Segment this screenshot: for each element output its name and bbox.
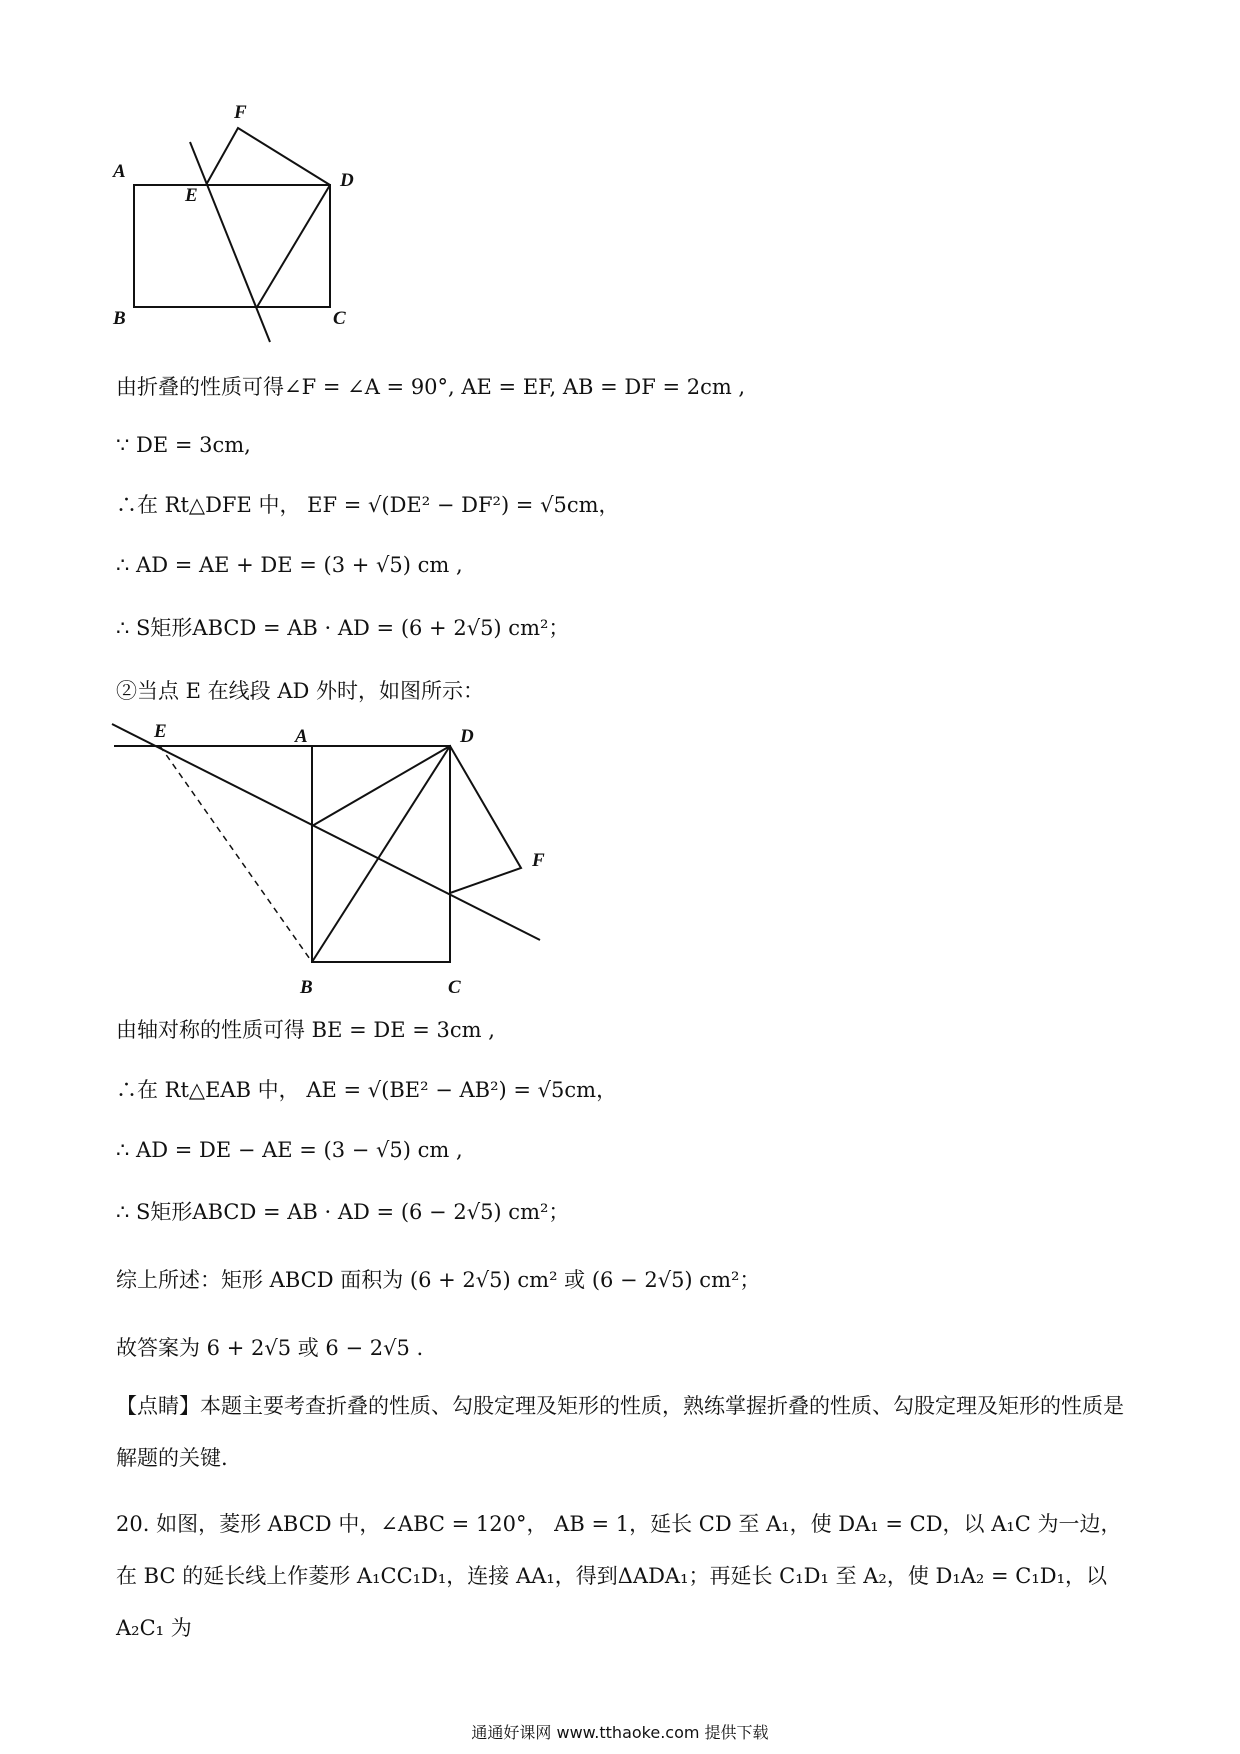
solution-line-1: 由折叠的性质可得∠F = ∠A = 90°, AE = EF, AB = DF = 2cm , — [116, 375, 746, 399]
fig2-label-a: A — [295, 726, 308, 747]
fig1-label-b: B — [113, 308, 126, 329]
fig1-fold-line — [190, 142, 270, 342]
solution-line-6: ②当点 E 在线段 AD 外时，如图所示： — [116, 679, 485, 703]
solution-line-5: ∴ S矩形ABCD = AB · AD = (6 + 2√5) cm²； — [116, 616, 570, 640]
comment-paragraph: 【点睛】本题主要考查折叠的性质、勾股定理及矩形的性质，熟练掌握折叠的性质、勾股定理及矩形的性质是解题的关键. — [116, 1394, 1124, 1470]
fig1-label-c: C — [333, 308, 346, 329]
fig2-fold-line — [112, 724, 540, 940]
fig2-label-b: B — [300, 977, 313, 998]
fig1-label-e: E — [185, 185, 198, 206]
fig1-label-a: A — [113, 161, 126, 182]
solution-line-8: ∴在 Rt△EAB 中， AE = √(BE² − AB²) = √5cm， — [116, 1078, 618, 1102]
solution-line-10: ∴ S矩形ABCD = AB · AD = (6 − 2√5) cm²； — [116, 1200, 570, 1224]
fig2-label-c: C — [448, 977, 461, 998]
answer-line: 故答案为 6 + 2√5 或 6 − 2√5 . — [116, 1336, 424, 1360]
summary-line: 综上所述：矩形 ABCD 面积为 (6 + 2√5) cm² 或 (6 − 2√5) cm²； — [116, 1268, 761, 1292]
fig2-label-e: E — [154, 721, 167, 742]
fig1-label-d: D — [340, 170, 354, 191]
fig2-diagonal-bd — [312, 746, 450, 962]
fig1-folded-triangle — [206, 128, 330, 185]
fig2-label-f: F — [532, 850, 545, 871]
fig1-label-f: F — [234, 102, 247, 123]
solution-line-4: ∴ AD = AE + DE = (3 + √5) cm , — [116, 553, 463, 577]
solution-line-2: ∵ DE = 3cm, — [116, 433, 251, 457]
figure-1-fold-inside — [0, 0, 420, 360]
fig2-dashed-be — [160, 746, 312, 962]
fig2-label-d: D — [460, 726, 474, 747]
fig1-segment-dg — [257, 185, 330, 307]
solution-line-9: ∴ AD = DE − AE = (3 − √5) cm , — [116, 1138, 463, 1162]
question-20: 20. 如图，菱形 ABCD 中，∠ABC = 120°， AB = 1，延长 CD 至 A₁，使 DA₁ = CD，以 A₁C 为一边，在 BC 的延长线上作菱形 A₁CC₁D₁，连接 AA₁，得到ΔADA₁；再延长 C₁D₁ 至 A₂，使 D₁A₂ = C₁D₁，以 A₂C₁ 为 — [116, 1512, 1122, 1640]
figure-2-fold-outside — [0, 700, 580, 1000]
fig2-folded-shape — [312, 746, 521, 893]
footer: 通通好课网 www.tthaoke.com 提供下载 — [471, 1723, 769, 1742]
solution-line-7: 由轴对称的性质可得 BE = DE = 3cm , — [116, 1018, 495, 1042]
solution-line-3: ∴在 Rt△DFE 中， EF = √(DE² − DF²) = √5cm， — [116, 493, 620, 517]
